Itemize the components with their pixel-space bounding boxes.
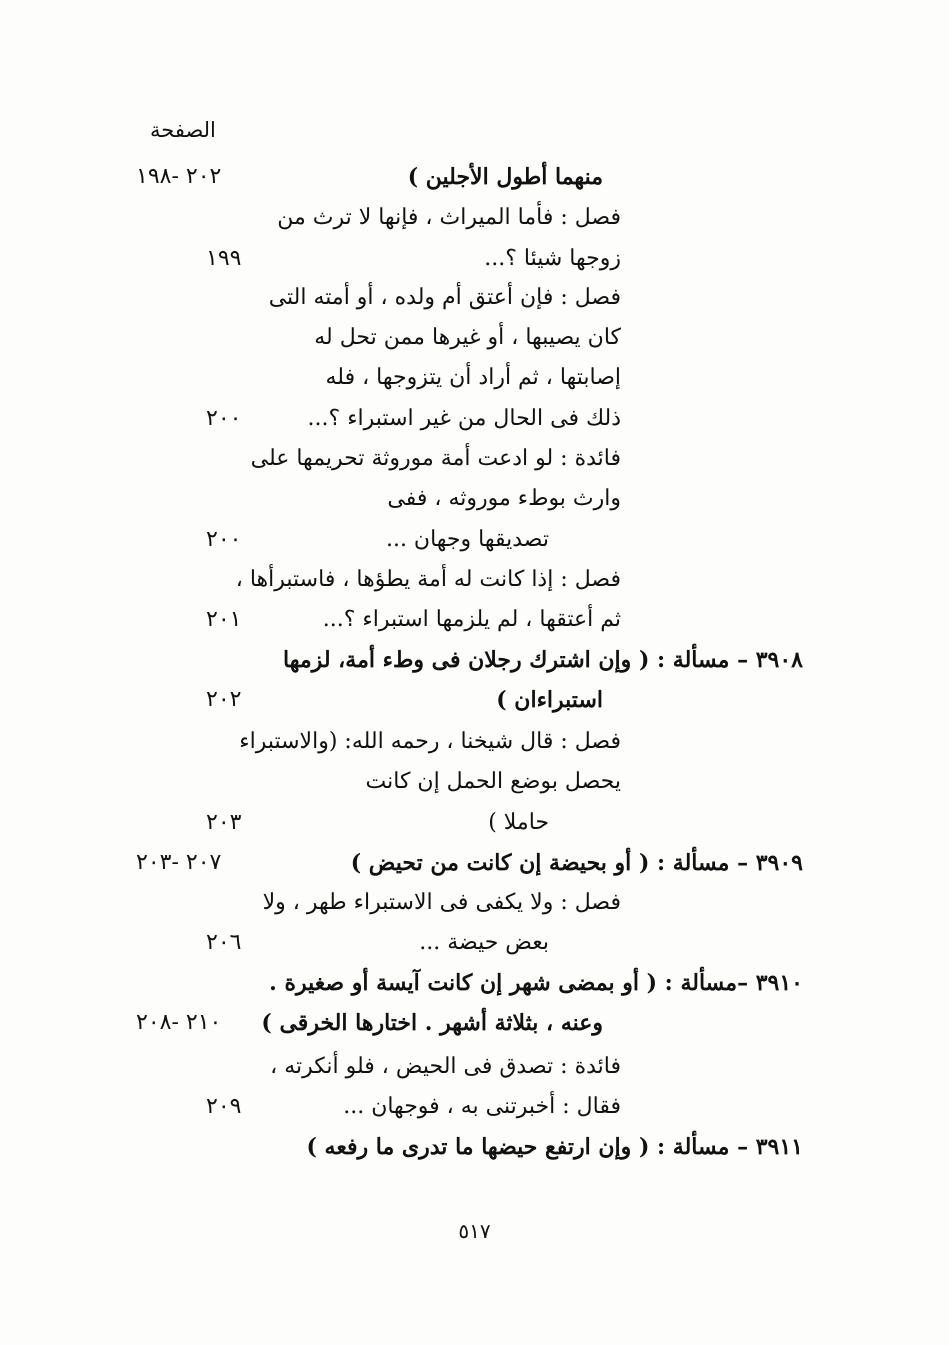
page-reference: ٢٠٠ — [206, 527, 242, 552]
page-reference: ٢٠٣ — [206, 810, 242, 835]
index-line-text: فصل : إذا كانت له أمة يطؤها ، فاستبرأها ، — [235, 567, 621, 592]
page-reference: ٢٠٩ — [206, 1094, 242, 1119]
page-reference: ٢٠٢ — [206, 687, 242, 712]
index-line-text: يحصل بوضع الحمل إن كانت — [365, 769, 621, 794]
page-number: ٥١٧ — [458, 1219, 491, 1243]
index-line-text: فصل : فإن أعتق أم ولده ، أو أمته التى — [268, 285, 621, 310]
index-line-text: ٣٩١٠ –مسألة : ( أو بمضى شهر إن كانت آيسة أو صغيرة . — [269, 970, 803, 996]
page-reference: ٢٠٧ -٢٠٣ — [136, 850, 222, 875]
index-line-text: ٣٩١١ – مسألة : ( وإن ارتفع حيضها ما تدرى ما رفعه ) — [306, 1134, 803, 1160]
index-line-text: وعنه ، بثلاثة أشهر . اختارها الخرقى ) — [261, 1010, 603, 1036]
index-line-text: استبراءان ) — [496, 687, 603, 713]
index-line-text: فقال : أخبرتنى به ، فوجهان ... — [343, 1094, 621, 1119]
index-line-text: فصل : ولا يكفى فى الاستبراء طهر ، ولا — [262, 890, 621, 915]
index-line-text: ٣٩٠٨ – مسألة : ( وإن اشترك رجلان فى وطء أمة، لزمها — [283, 647, 803, 673]
index-line-text: تصديقها وجهان ... — [385, 527, 549, 552]
index-line-text: ذلك فى الحال من غير استبراء ؟... — [307, 406, 621, 431]
page-reference: ٢٠١ — [206, 607, 242, 632]
page-reference: ٢٠٢ -١٩٨ — [136, 164, 222, 189]
page-reference: ١٩٩ — [206, 246, 242, 271]
index-line-text: كان يصيبها ، أو غيرها ممن تحل له — [314, 325, 621, 350]
index-line-text: فصل : قال شيخنا ، رحمه الله: (والاستبراء — [239, 729, 621, 754]
page-reference: ٢٠٦ — [206, 930, 242, 955]
index-line-text: زوجها شيئا ؟... — [484, 246, 621, 271]
index-line-text: وارث بوطء موروثه ، ففى — [387, 486, 621, 511]
index-line-text: ثم أعتقها ، لم يلزمها استبراء ؟... — [322, 607, 621, 632]
index-line-text: بعض حيضة ... — [419, 930, 549, 955]
page-reference: ٢٠٠ — [206, 406, 242, 431]
page-header-label: الصفحة — [150, 118, 216, 142]
page-reference: ٢١٠ -٢٠٨ — [136, 1010, 222, 1035]
index-line-text: فائدة : لو ادعت أمة موروثة تحريمها على — [250, 446, 621, 471]
index-line-text: منهما أطول الأجلين ) — [407, 164, 603, 190]
index-line-text: فصل : فأما الميراث ، فإنها لا ترث من — [277, 205, 621, 230]
index-line-text: ٣٩٠٩ – مسألة : ( أو بحيضة إن كانت من تحيض ) — [350, 850, 803, 876]
index-line-text: فائدة : تصدق فى الحيض ، فلو أنكرته ، — [270, 1054, 621, 1079]
index-line-text: إصابتها ، ثم أراد أن يتزوجها ، فله — [325, 365, 621, 390]
index-line-text: حاملا ) — [488, 810, 549, 835]
